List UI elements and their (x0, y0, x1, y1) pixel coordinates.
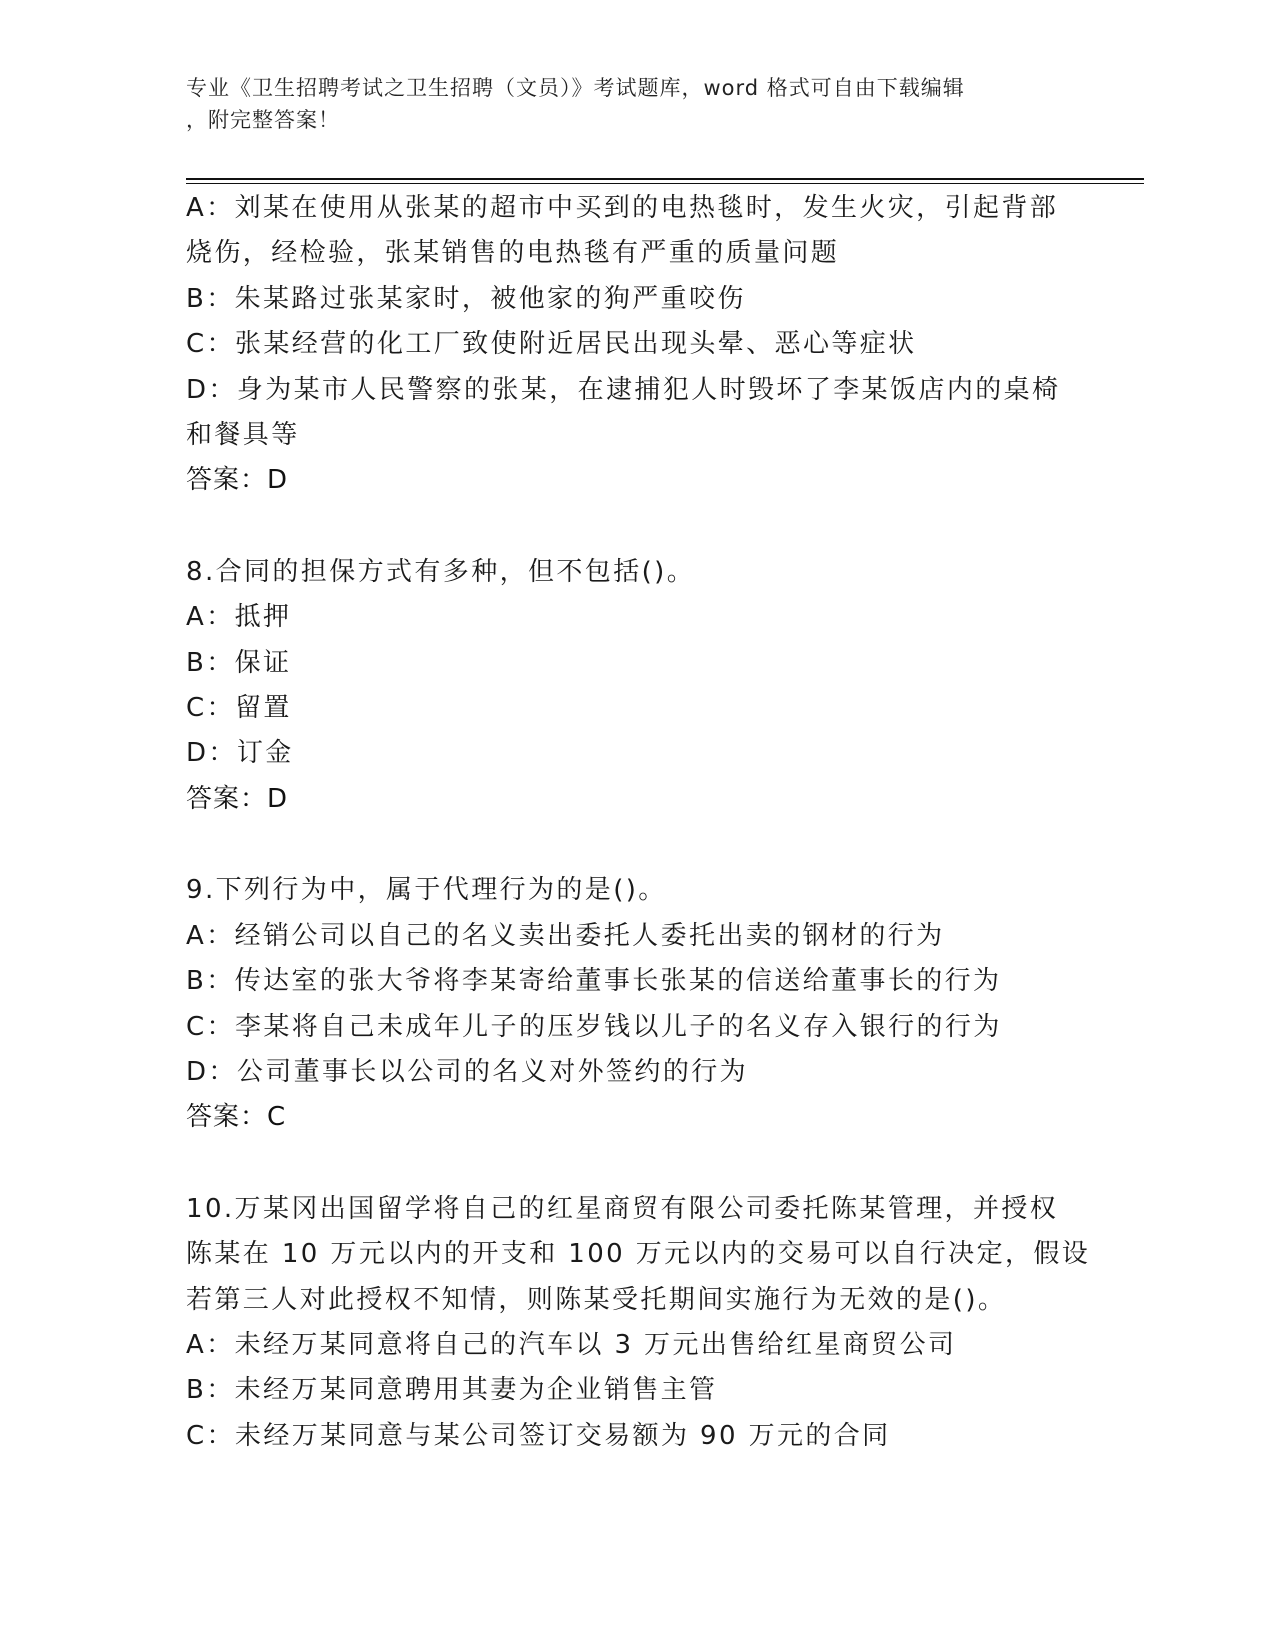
q7-option-a-line-1: A：刘某在使用从张某的超市中买到的电热毯时，发生火灾，引起背部 (186, 193, 1059, 223)
q7-option-d-line-1: D：身为某市人民警察的张某，在逮捕犯人时毁坏了李某饭店内的桌椅 (186, 374, 1061, 405)
q10-stem-line-1: 10.万某冈出国留学将自己的红星商贸有限公司委托陈某管理，并授权 (186, 1193, 1059, 1224)
q9-stem: 9.下列行为中，属于代理行为的是()。 (186, 875, 667, 906)
spacer (186, 1141, 1086, 1187)
question-list (186, 186, 1091, 1459)
question-9 (186, 868, 1086, 1140)
q8-option-b: B：保证 (186, 647, 292, 678)
q9-option-d: D：公司董事长以公司的名义对外签约的行为 (186, 1056, 749, 1087)
q8-stem: 8.合同的担保方式有多种，但不包括()。 (186, 556, 696, 587)
q10-option-a: A：未经万某同意将自己的汽车以 3 万元出售给红星商贸公司 (186, 1329, 957, 1360)
spacer (186, 822, 1086, 868)
header-title-line-2: ，附完整答案！ (186, 108, 340, 132)
q7-option-d-line-2: 和餐具等 (186, 420, 300, 451)
q8-option-a: A：抵押 (186, 602, 292, 633)
q10-option-b: B：未经万某同意聘用其妻为企业销售主管 (186, 1375, 718, 1406)
header-title-line-1: 专业《卫生招聘考试之卫生招聘（文员）》考试题库，word 格式可自由下载编辑 (186, 76, 965, 100)
q7-answer: 答案：D (186, 465, 289, 496)
q8-answer: 答案：D (186, 783, 289, 814)
q10-stem-line-2: 陈某在 10 万元以内的开支和 100 万元以内的交易可以自行决定，假设 (186, 1239, 1091, 1270)
q8-option-c: C：留置 (186, 693, 292, 724)
header-rule-thin (186, 183, 1144, 184)
page-header (186, 72, 1066, 136)
header-rule-thick (186, 178, 1144, 180)
q9-answer: 答案：C (186, 1102, 287, 1133)
q9-option-b: B：传达室的张大爷将李某寄给董事长张某的信送给董事长的行为 (186, 966, 1002, 997)
q9-option-a: A：经销公司以自己的名义卖出委托人委托出卖的钢材的行为 (186, 920, 945, 951)
q9-option-c: C：李某将自己未成年儿子的压岁钱以儿子的名义存入银行的行为 (186, 1011, 1002, 1042)
q10-stem-line-3: 若第三人对此授权不知情，则陈某受托期间实施行为无效的是()。 (186, 1284, 1007, 1315)
spacer (186, 504, 1086, 550)
question-10 (186, 1187, 1091, 1459)
q7-option-c: C：张某经营的化工厂致使附近居民出现头晕、恶心等症状 (186, 329, 917, 360)
q10-option-c: C：未经万某同意与某公司签订交易额为 90 万元的合同 (186, 1420, 891, 1451)
q7-option-b: B：朱某路过张某家时，被他家的狗严重咬伤 (186, 283, 746, 314)
q8-option-d: D：订金 (186, 738, 294, 769)
question-7 (186, 186, 1086, 504)
q7-option-a-line-2: 烧伤，经检验，张某销售的电热毯有严重的质量问题 (186, 238, 840, 269)
question-8 (186, 550, 1086, 822)
